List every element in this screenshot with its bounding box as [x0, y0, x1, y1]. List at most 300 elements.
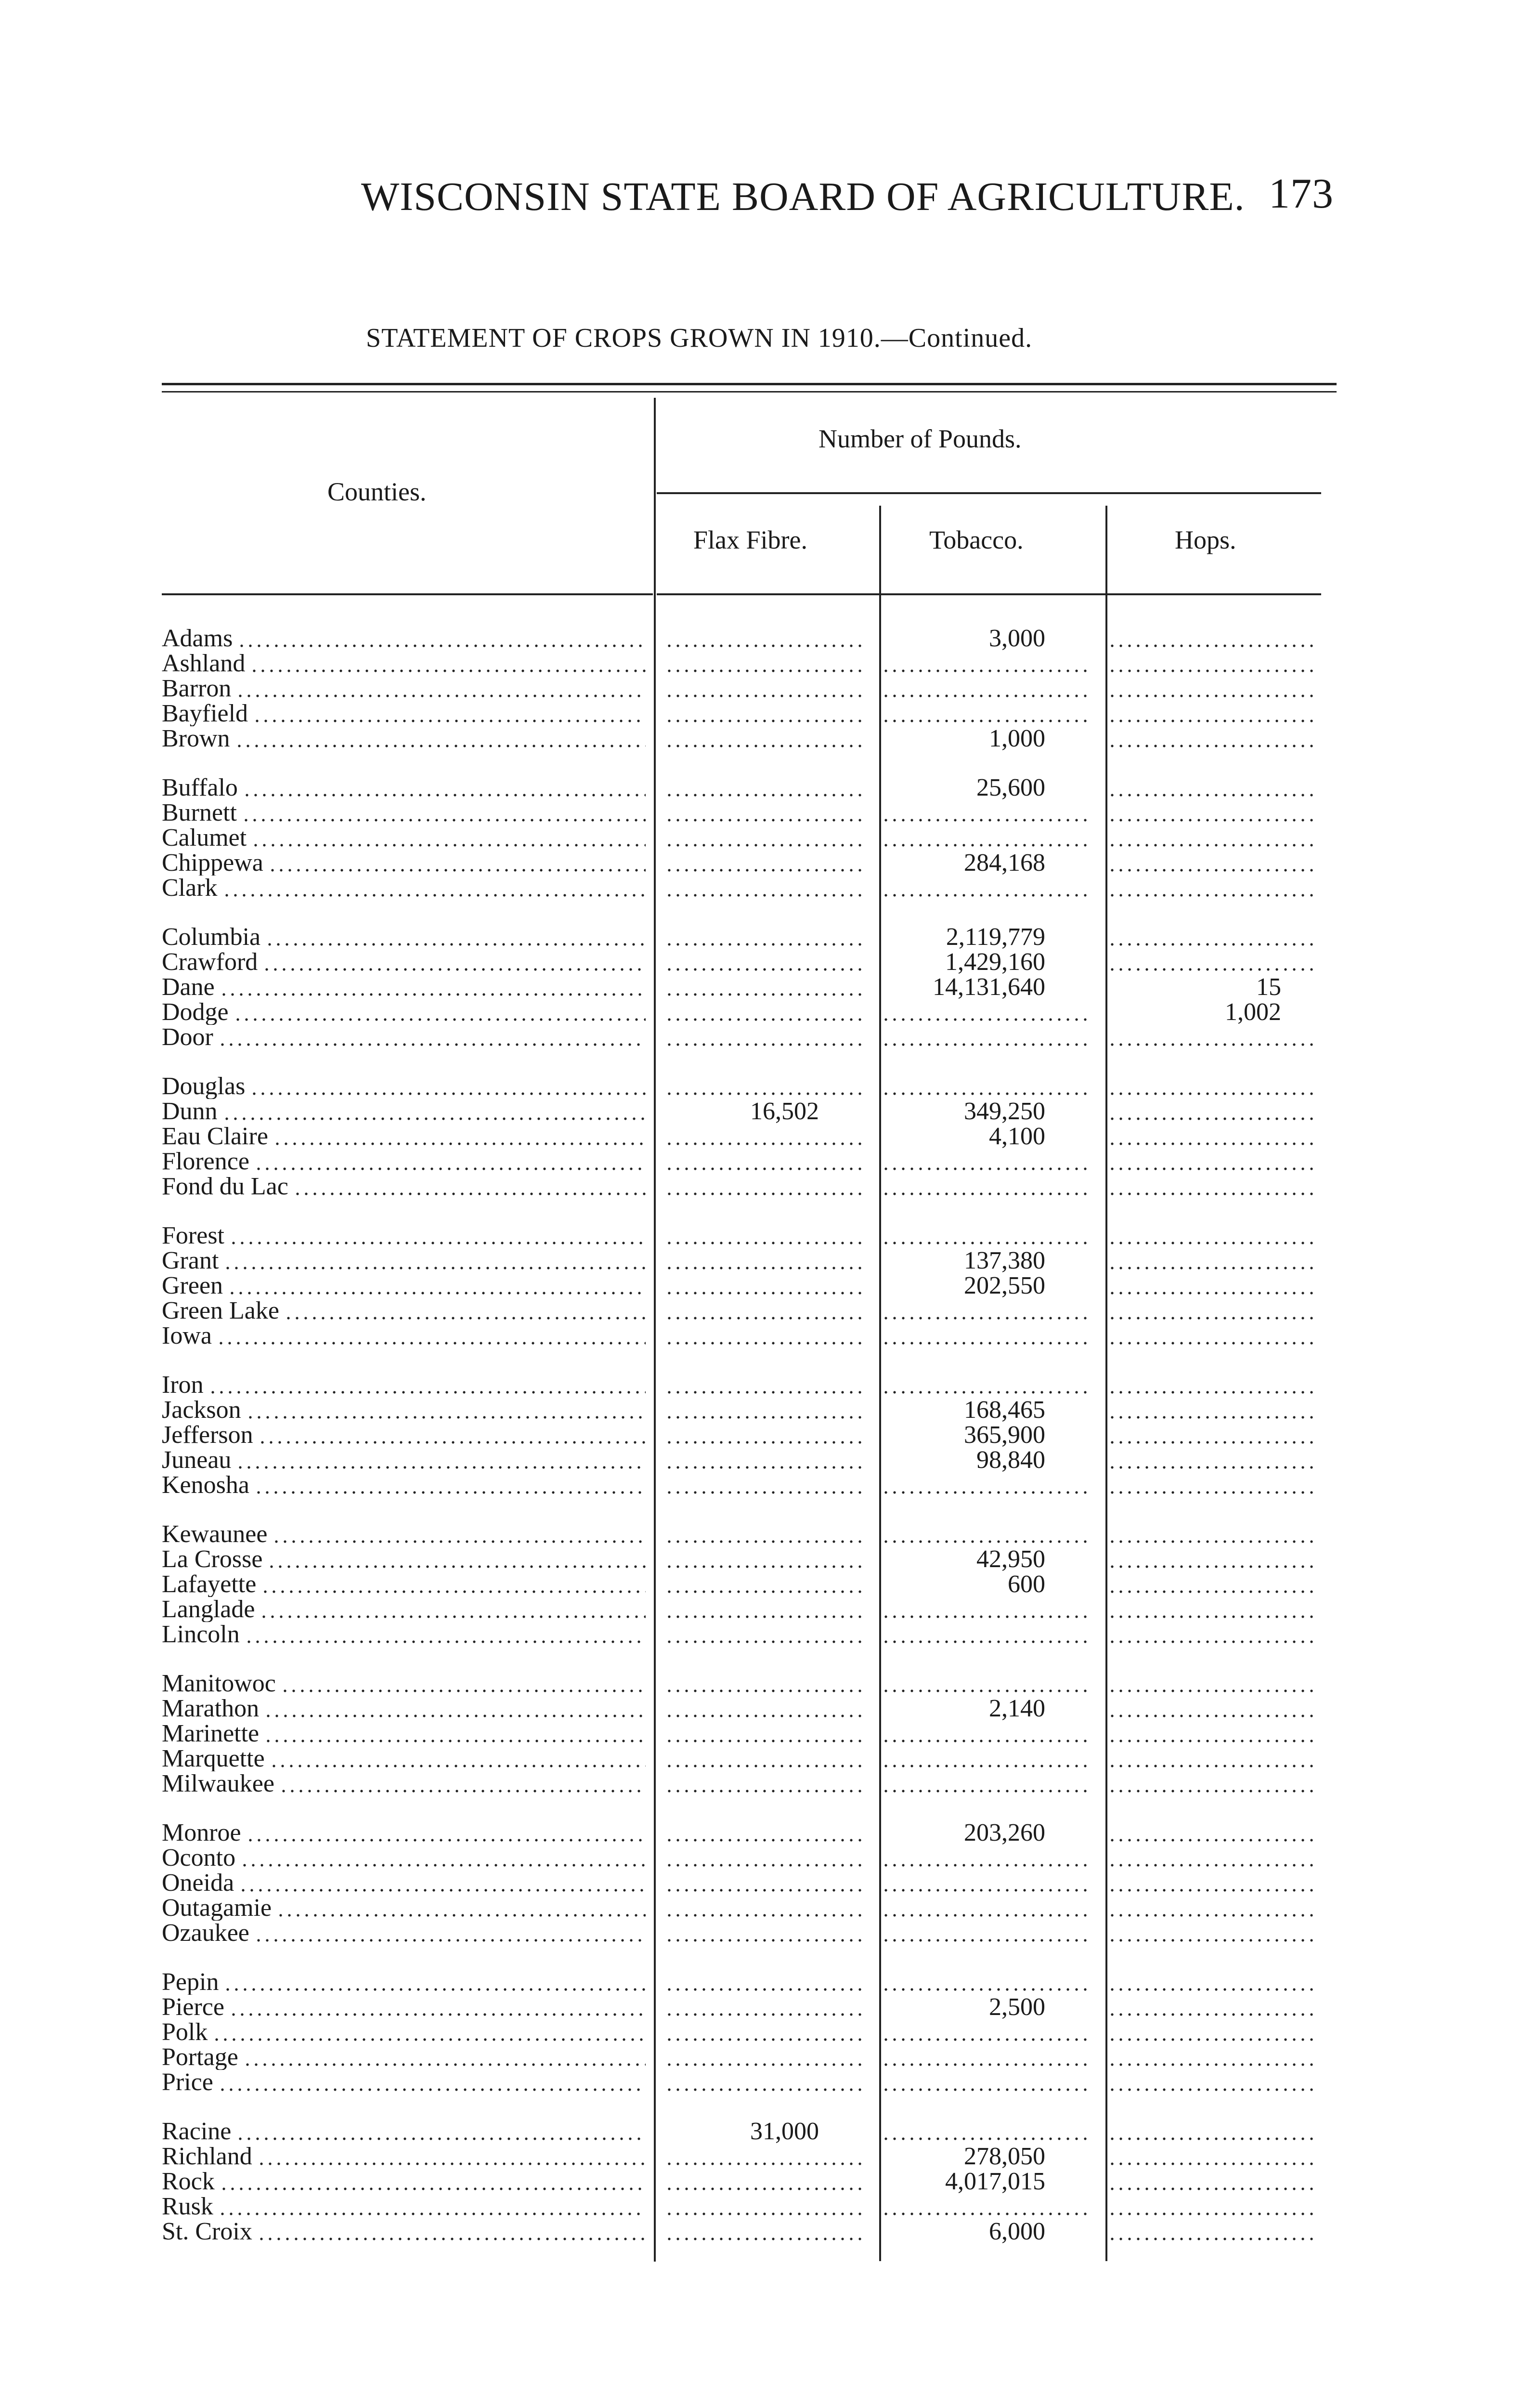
leader-dots — [665, 1391, 862, 1394]
leader-dots — [665, 1043, 862, 1046]
hops-cell — [1098, 1921, 1325, 1946]
leader-dots — [665, 968, 862, 971]
tobacco-cell — [872, 1174, 1098, 1199]
leader-dots — [272, 1522, 646, 1547]
flax-fibre-cell — [655, 2169, 872, 2194]
flax-fibre-cell — [655, 1721, 872, 1746]
table-row — [162, 1074, 1337, 1099]
tobacco-cell — [872, 925, 1098, 950]
tobacco-cell — [872, 1099, 1098, 1124]
leader-dots — [1108, 1565, 1315, 1568]
leader-dots — [1108, 1117, 1315, 1120]
table-row — [162, 1323, 1337, 1348]
leader-dots — [665, 1864, 862, 1867]
table-row — [162, 1622, 1337, 1647]
county-cell — [162, 1000, 655, 1025]
leader-dots — [223, 1970, 646, 1995]
leader-dots — [240, 1845, 646, 1871]
hops-cell — [1098, 1696, 1325, 1721]
leader-dots — [665, 2212, 862, 2215]
county-cell — [162, 1696, 655, 1721]
county-cell — [162, 851, 655, 876]
hops-cell — [1098, 1820, 1325, 1845]
leader-dots — [236, 2119, 646, 2144]
table-row — [162, 626, 1337, 651]
leader-dots — [1108, 1142, 1315, 1145]
county-name: Buffalo — [162, 775, 238, 800]
table-row — [162, 1671, 1337, 1696]
leader-dots — [882, 1018, 1089, 1021]
leader-dots — [1108, 1765, 1315, 1767]
flax-fibre-cell — [655, 1746, 872, 1771]
table-row — [162, 1149, 1337, 1174]
tobacco-cell — [872, 775, 1098, 800]
leader-dots — [222, 1099, 646, 1124]
county-group — [162, 2119, 1337, 2244]
hops-cell — [1098, 1149, 1325, 1174]
leader-dots — [260, 1597, 646, 1622]
county-cell — [162, 1298, 655, 1323]
flax-fibre-cell — [655, 2144, 872, 2169]
leader-dots — [220, 975, 646, 1000]
county-cell — [162, 701, 655, 726]
tobacco-cell — [872, 950, 1098, 975]
leader-dots — [882, 1540, 1089, 1543]
hops-cell — [1098, 1174, 1325, 1199]
tobacco-cell — [872, 1597, 1098, 1622]
leader-dots — [228, 1273, 646, 1298]
tobacco-cell — [872, 1124, 1098, 1149]
leader-dots — [1108, 1939, 1315, 1942]
tobacco-cell — [872, 1448, 1098, 1473]
leader-dots — [218, 1025, 646, 1050]
county-cell — [162, 775, 655, 800]
leader-dots — [279, 1771, 646, 1796]
flax-fibre-cell — [655, 1896, 872, 1921]
leader-dots — [250, 651, 646, 676]
hops-cell — [1098, 1000, 1325, 1025]
table-row — [162, 2070, 1337, 2095]
leader-dots — [665, 869, 862, 872]
table-row — [162, 1398, 1337, 1423]
county-group — [162, 1820, 1337, 1946]
table-row — [162, 1871, 1337, 1896]
county-cell — [162, 1025, 655, 1050]
leader-dots — [882, 1889, 1089, 1892]
stub-header: Counties. — [327, 477, 427, 506]
leader-dots — [665, 1540, 862, 1543]
county-cell — [162, 1721, 655, 1746]
leader-dots — [665, 720, 862, 722]
hops-cell — [1098, 1473, 1325, 1498]
leader-dots — [882, 2137, 1089, 2140]
hops-cell — [1098, 1373, 1325, 1398]
tobacco-cell — [872, 1622, 1098, 1647]
hops-cell — [1098, 1522, 1325, 1547]
table-row — [162, 1696, 1337, 1721]
tobacco-value: 3,000 — [989, 626, 1045, 651]
hops-cell — [1098, 775, 1325, 800]
leader-dots — [882, 2038, 1089, 2041]
leader-dots — [665, 1342, 862, 1345]
tobacco-value: 98,840 — [976, 1448, 1045, 1473]
flax-fibre-cell — [655, 2119, 872, 2144]
flax-fibre-cell — [655, 1248, 872, 1273]
leader-dots — [1108, 1267, 1315, 1269]
county-cell — [162, 2070, 655, 2095]
county-cell — [162, 1074, 655, 1099]
table-row — [162, 1547, 1337, 1572]
leader-dots — [273, 1124, 646, 1149]
flax-fibre-cell — [655, 1845, 872, 1871]
leader-dots — [665, 2088, 862, 2091]
leader-dots — [264, 1696, 646, 1721]
flax-fibre-cell — [655, 2020, 872, 2045]
tobacco-cell — [872, 1398, 1098, 1423]
leader-dots — [665, 2162, 862, 2165]
hops-cell — [1098, 1995, 1325, 2020]
flax-fibre-cell — [655, 1298, 872, 1323]
tobacco-cell — [872, 1995, 1098, 2020]
hops-cell — [1098, 1423, 1325, 1448]
tobacco-cell — [872, 1970, 1098, 1995]
tobacco-cell — [872, 1373, 1098, 1398]
county-name: Fond du Lac — [162, 1174, 288, 1199]
flax-fibre-cell — [655, 651, 872, 676]
leader-dots — [665, 894, 862, 897]
leader-dots — [882, 1391, 1089, 1394]
tobacco-cell — [872, 1223, 1098, 1248]
table-row — [162, 1448, 1337, 1473]
leader-dots — [243, 775, 646, 800]
leader-dots — [265, 925, 646, 950]
leader-dots — [882, 1864, 1089, 1867]
leader-dots — [665, 1790, 862, 1793]
leader-dots — [1108, 2162, 1315, 2165]
page-title: WISCONSIN STATE BOARD OF AGRICULTURE. — [361, 174, 1245, 219]
flax-fibre-cell — [655, 1398, 872, 1423]
county-cell — [162, 1248, 655, 1273]
county-name: Marquette — [162, 1746, 265, 1771]
county-cell — [162, 1746, 655, 1771]
leader-dots — [1108, 1790, 1315, 1793]
leader-dots — [1108, 2137, 1315, 2140]
tobacco-cell — [872, 1871, 1098, 1896]
county-name: Clark — [162, 876, 218, 901]
leader-dots — [1108, 1342, 1315, 1345]
flax-fibre-cell — [655, 1572, 872, 1597]
county-cell — [162, 1970, 655, 1995]
tobacco-value: 284,168 — [964, 851, 1045, 876]
table-row — [162, 1896, 1337, 1921]
leader-dots — [882, 819, 1089, 822]
leader-dots — [665, 745, 862, 747]
county-cell — [162, 800, 655, 825]
tobacco-cell — [872, 1149, 1098, 1174]
page-header — [361, 170, 1334, 220]
leader-dots — [237, 626, 646, 651]
table-row — [162, 1298, 1337, 1323]
leader-dots — [665, 943, 862, 946]
flax-fibre-cell — [655, 1820, 872, 1845]
leader-dots — [665, 1740, 862, 1742]
leader-dots — [882, 1765, 1089, 1767]
leader-dots — [246, 1398, 646, 1423]
county-name: Columbia — [162, 925, 261, 950]
leader-dots — [665, 1292, 862, 1295]
table-row — [162, 2144, 1337, 2169]
tobacco-cell — [872, 2020, 1098, 2045]
county-cell — [162, 1771, 655, 1796]
leader-dots — [276, 1896, 646, 1921]
county-name: Iron — [162, 1373, 204, 1398]
leader-dots — [268, 851, 646, 876]
table-row — [162, 1373, 1337, 1398]
tobacco-cell — [872, 800, 1098, 825]
leader-dots — [665, 1590, 862, 1593]
leader-dots — [665, 669, 862, 672]
leader-dots — [882, 1043, 1089, 1046]
county-cell — [162, 1273, 655, 1298]
county-cell — [162, 2144, 655, 2169]
county-cell — [162, 2194, 655, 2219]
leader-dots — [882, 1167, 1089, 1170]
table-row — [162, 1995, 1337, 2020]
leader-dots — [665, 1988, 862, 1991]
leader-dots — [1108, 869, 1315, 872]
leader-dots — [1108, 2038, 1315, 2041]
leader-dots — [665, 1142, 862, 1145]
hops-cell — [1098, 1248, 1325, 1273]
leader-dots — [235, 726, 646, 751]
tobacco-cell — [872, 1845, 1098, 1871]
leader-dots — [1108, 2088, 1315, 2091]
leader-dots — [665, 2187, 862, 2190]
leader-dots — [218, 2194, 646, 2219]
county-cell — [162, 1174, 655, 1199]
county-name: Jackson — [162, 1398, 241, 1423]
leader-dots — [257, 2219, 646, 2244]
county-cell — [162, 1423, 655, 1448]
county-name: Dodge — [162, 1000, 229, 1025]
table-row — [162, 1522, 1337, 1547]
table-row — [162, 651, 1337, 676]
county-name: Polk — [162, 2020, 208, 2045]
county-name: Marathon — [162, 1696, 260, 1721]
table-caption: STATEMENT OF CROPS GROWN IN 1910.—Continued. — [366, 323, 1033, 353]
leader-dots — [1108, 1839, 1315, 1842]
leader-dots — [882, 844, 1089, 847]
county-cell — [162, 1473, 655, 1498]
leader-dots — [665, 1939, 862, 1942]
tobacco-value: 6,000 — [989, 2219, 1045, 2244]
leader-dots — [665, 794, 862, 797]
hops-cell — [1098, 726, 1325, 751]
county-name: Pepin — [162, 1970, 219, 1995]
tobacco-cell — [872, 726, 1098, 751]
county-name: Lincoln — [162, 1622, 240, 1647]
flax-fibre-cell — [655, 701, 872, 726]
tobacco-cell — [872, 1896, 1098, 1921]
leader-dots — [1108, 1043, 1315, 1046]
county-cell — [162, 975, 655, 1000]
leader-dots — [254, 1921, 646, 1946]
flax-fibre-cell — [655, 1696, 872, 1721]
hops-cell — [1098, 1970, 1325, 1995]
county-cell — [162, 1921, 655, 1946]
table-row — [162, 950, 1337, 975]
leader-dots — [1108, 2013, 1315, 2016]
leader-dots — [229, 1995, 646, 2020]
leader-dots — [882, 2212, 1089, 2215]
flax-fibre-cell — [655, 1323, 872, 1348]
leader-dots — [1108, 1491, 1315, 1494]
county-name: Pierce — [162, 1995, 224, 2020]
leader-dots — [665, 1615, 862, 1618]
leader-dots — [208, 1373, 646, 1398]
table-row — [162, 925, 1337, 950]
hops-cell — [1098, 975, 1325, 1000]
table-row — [162, 800, 1337, 825]
flax-fibre-cell — [655, 825, 872, 851]
tobacco-cell — [872, 975, 1098, 1000]
flax-fibre-cell — [655, 975, 872, 1000]
county-cell — [162, 1597, 655, 1622]
leader-dots — [665, 1714, 862, 1717]
tobacco-cell — [872, 1820, 1098, 1845]
hops-cell — [1098, 2020, 1325, 2045]
leader-dots — [1108, 2212, 1315, 2215]
hops-cell — [1098, 825, 1325, 851]
county-name: Oneida — [162, 1871, 234, 1896]
leader-dots — [665, 1317, 862, 1320]
table-row — [162, 2045, 1337, 2070]
hops-cell — [1098, 2219, 1325, 2244]
leader-dots — [1108, 1714, 1315, 1717]
county-cell — [162, 2169, 655, 2194]
county-cell — [162, 2020, 655, 2045]
table-row — [162, 1248, 1337, 1273]
leader-dots — [665, 1192, 862, 1195]
hops-cell — [1098, 2070, 1325, 2095]
leader-dots — [665, 1889, 862, 1892]
county-name: Door — [162, 1025, 213, 1050]
leader-dots — [665, 1416, 862, 1419]
tobacco-cell — [872, 851, 1098, 876]
flax-fibre-cell — [655, 2219, 872, 2244]
hops-cell — [1098, 651, 1325, 676]
flax-fibre-cell — [655, 1473, 872, 1498]
county-name: Crawford — [162, 950, 258, 975]
county-name: Burnett — [162, 800, 237, 825]
county-name: Bayfield — [162, 701, 248, 726]
leader-dots — [882, 1939, 1089, 1942]
tobacco-cell — [872, 1671, 1098, 1696]
county-cell — [162, 1099, 655, 1124]
tobacco-cell — [872, 1000, 1098, 1025]
county-group — [162, 1522, 1337, 1647]
leader-dots — [882, 1740, 1089, 1742]
county-name: Dane — [162, 975, 215, 1000]
leader-dots — [1108, 2238, 1315, 2240]
table-row — [162, 1820, 1337, 1845]
flax-fibre-cell — [655, 1547, 872, 1572]
tobacco-cell — [872, 1074, 1098, 1099]
leader-dots — [239, 1871, 646, 1896]
leader-dots — [1108, 2187, 1315, 2190]
tobacco-cell — [872, 1248, 1098, 1273]
hops-cell — [1098, 925, 1325, 950]
leader-dots — [267, 1547, 646, 1572]
leader-dots — [234, 1000, 646, 1025]
tobacco-value: 14,131,640 — [933, 975, 1045, 1000]
hops-value: 1,002 — [1225, 1000, 1281, 1025]
table-row — [162, 701, 1337, 726]
tobacco-value: 42,950 — [976, 1547, 1045, 1572]
county-name: Brown — [162, 726, 230, 751]
leader-dots — [665, 1092, 862, 1095]
hops-cell — [1098, 1298, 1325, 1323]
table-row — [162, 1223, 1337, 1248]
leader-dots — [1108, 844, 1315, 847]
flax-fibre-cell — [655, 950, 872, 975]
leader-dots — [1108, 1864, 1315, 1867]
flax-fibre-cell — [655, 1995, 872, 2020]
tobacco-value: 1,000 — [989, 726, 1045, 751]
column-header-flax: Flax Fibre. — [693, 525, 807, 554]
county-cell — [162, 1671, 655, 1696]
leader-dots — [254, 1149, 646, 1174]
tobacco-value: 2,500 — [989, 1995, 1045, 2020]
leader-dots — [882, 894, 1089, 897]
flax-fibre-cell — [655, 1025, 872, 1050]
table-row — [162, 1000, 1337, 1025]
leader-dots — [1108, 1615, 1315, 1618]
table-row — [162, 1099, 1337, 1124]
leader-dots — [665, 1267, 862, 1269]
leader-dots — [665, 1565, 862, 1568]
leader-dots — [1108, 1590, 1315, 1593]
hops-cell — [1098, 1671, 1325, 1696]
leader-dots — [1108, 669, 1315, 672]
leader-dots — [665, 993, 862, 996]
tobacco-cell — [872, 1572, 1098, 1597]
leader-dots — [1108, 943, 1315, 946]
county-cell — [162, 2119, 655, 2144]
county-name: Ashland — [162, 651, 246, 676]
flax-value: 16,502 — [750, 1099, 819, 1124]
tobacco-cell — [872, 825, 1098, 851]
county-cell — [162, 1820, 655, 1845]
table-row — [162, 1124, 1337, 1149]
flax-fibre-cell — [655, 1273, 872, 1298]
tobacco-cell — [872, 1273, 1098, 1298]
county-name: Manitowoc — [162, 1671, 276, 1696]
table-row — [162, 1771, 1337, 1796]
county-cell — [162, 726, 655, 751]
county-cell — [162, 1323, 655, 1348]
county-name: Forest — [162, 1223, 224, 1248]
leader-dots — [1108, 1466, 1315, 1469]
county-name: Eau Claire — [162, 1124, 268, 1149]
hops-cell — [1098, 1845, 1325, 1871]
tobacco-cell — [872, 1696, 1098, 1721]
flax-fibre-cell — [655, 1622, 872, 1647]
table-row — [162, 676, 1337, 701]
leader-dots — [1108, 794, 1315, 797]
flax-fibre-cell — [655, 1099, 872, 1124]
tobacco-cell — [872, 1746, 1098, 1771]
